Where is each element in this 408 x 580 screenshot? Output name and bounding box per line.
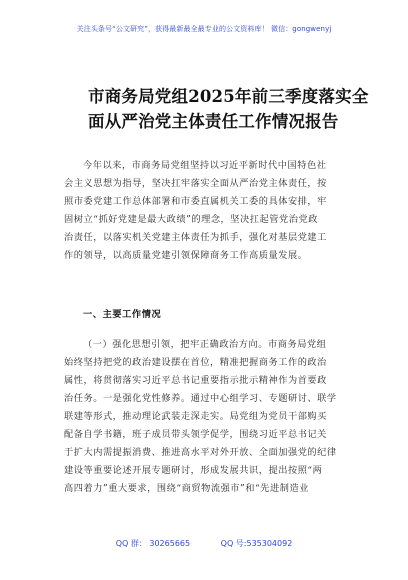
paragraph-line: 联建等形式，推动理论武装走深走实。局党组为党员干部购买 (64, 411, 327, 422)
paragraph-line: 属性，将贯彻落实习近平总书记重要指示批示精神作为首要政 (64, 375, 327, 386)
paragraph-line: 会主义思想为指导，坚决扛牢落实全面从严治党主体责任，按 (64, 178, 327, 189)
paragraph-line: 配备自学书籍，班子成员带头领学促学，围绕习近平总书记关 (64, 429, 327, 440)
intro-paragraph (64, 157, 354, 265)
paragraph-line: 建设等重要论述开展专题研讨，形成发展共识，提出按照“两 (64, 465, 323, 476)
section-paragraph (64, 336, 354, 498)
paragraph-line: 今年以来，市商务局党组坚持以习近平新时代中国特色社 (83, 160, 327, 171)
footer-contact (0, 538, 408, 549)
paragraph-line: 高四着力”重大要求，围绕“商贸物流强市”和“先进制造业 (64, 483, 309, 494)
header-promo-text: 关注头条号“公文研究”，获得最新最全最专业的公文资料库！ 微信：gongwenyj (76, 25, 332, 33)
document-title (88, 84, 369, 134)
title-line: 市商务局党组2025年前三季度落实全 (88, 87, 369, 106)
paragraph-line: 作的领导，以高质量党建引领保障商务工作高质量发展。 (64, 250, 308, 261)
paragraph-line: 固树立“抓好党建是最大政绩”的理念，坚决扛起管党治党政 (64, 214, 318, 225)
paragraph-line: 治任务。一是强化党性修养。通过中心组学习、专题研讨、联学 (64, 393, 337, 404)
paragraph-line: 始终坚持把党的政治建设摆在首位，精准把握商务工作的政治 (64, 357, 327, 368)
paragraph-line: 照市委党建工作总体部署和市委直属机关工委的具体安排，牢 (64, 196, 327, 207)
paragraph-line: 治责任，以落实机关党建主体责任为抓手，强化对基层党建工 (64, 232, 327, 243)
paragraph-line: （一）强化思想引领，把牢正确政治方向。市商务局党组 (83, 339, 327, 350)
qq-group-text: QQ 群： 30265665 (115, 539, 191, 548)
title-line: 面从严治党主体责任工作情况报告 (88, 112, 339, 131)
qq-number-text: QQ 号:535304092 (220, 539, 293, 548)
paragraph-line: 于扩大内需提振消费、推进高水平对外开放、全面加强党的纪律 (64, 447, 337, 458)
section-heading: 一、主要工作情况 (83, 309, 162, 320)
